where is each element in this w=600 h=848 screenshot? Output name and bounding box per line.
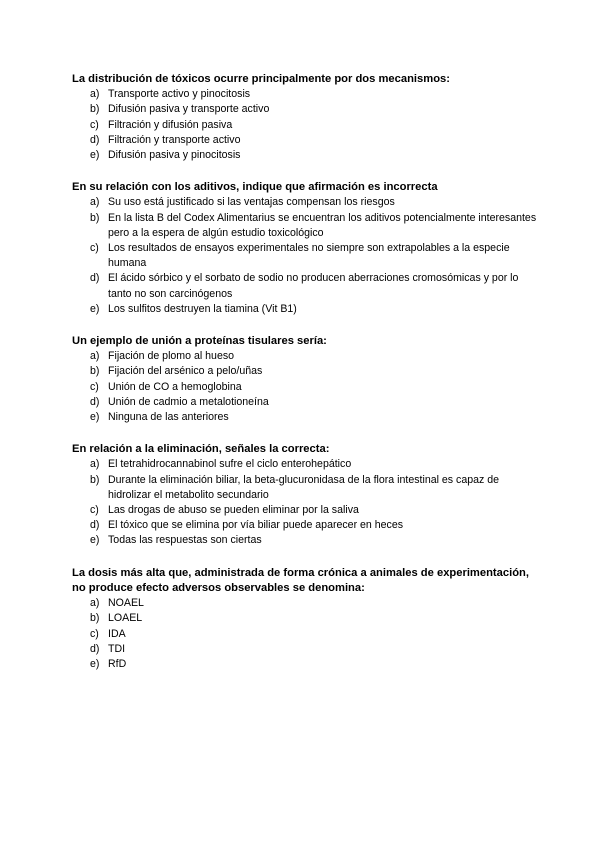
- answer-options: [72, 349, 542, 425]
- answer-option: [72, 211, 542, 241]
- option-text: Fijación de plomo al hueso: [108, 350, 235, 363]
- question-block: [72, 334, 542, 425]
- option-letter: d): [90, 395, 100, 408]
- option-text: Su uso está justificado si las ventajas compensan los riesgos: [108, 196, 395, 209]
- answer-option: [72, 457, 542, 472]
- option-text: RfD: [108, 657, 127, 670]
- option-letter: c): [90, 380, 99, 393]
- option-text: Ninguna de las anteriores: [108, 411, 229, 424]
- option-letter: d): [90, 519, 100, 532]
- option-text: Filtración y transporte activo: [108, 133, 241, 146]
- option-text: Filtración y difusión pasiva: [108, 118, 233, 131]
- answer-option: [72, 302, 542, 317]
- option-letter: b): [90, 612, 100, 625]
- option-letter: c): [90, 242, 99, 255]
- answer-option: [72, 518, 542, 533]
- answer-option: [72, 642, 542, 657]
- answer-option: [72, 241, 542, 271]
- option-text: NOAEL: [108, 597, 144, 610]
- option-letter: e): [90, 149, 100, 162]
- option-text: Difusión pasiva y transporte activo: [108, 103, 270, 116]
- question-list: [72, 72, 542, 689]
- question-block: [72, 442, 542, 548]
- option-letter: b): [90, 211, 100, 224]
- option-text: Las drogas de abuso se pueden eliminar por la saliva: [108, 504, 359, 517]
- option-text: Los sulfitos destruyen la tiamina (Vit B1): [108, 302, 297, 315]
- option-letter: e): [90, 302, 100, 315]
- question-block: [72, 566, 542, 672]
- answer-option: [72, 148, 542, 163]
- question-block: [72, 72, 542, 163]
- answer-option: [72, 87, 542, 102]
- option-text: En la lista B del Codex Alimentarius se encuentran los aditivos potencialmente interesantes pero a la espera de algún estudio toxicológico: [108, 211, 537, 239]
- answer-option: [72, 349, 542, 364]
- option-letter: e): [90, 411, 100, 424]
- answer-option: [72, 271, 542, 301]
- option-text: El tóxico que se elimina por vía biliar puede aparecer en heces: [108, 519, 404, 532]
- answer-option: [72, 410, 542, 425]
- answer-option: [72, 533, 542, 548]
- answer-option: [72, 611, 542, 626]
- option-letter: d): [90, 133, 100, 146]
- question-title: La distribución de tóxicos ocurre principalmente por dos mecanismos:: [72, 73, 450, 85]
- answer-option: [72, 395, 542, 410]
- option-text: Difusión pasiva y pinocitosis: [108, 149, 241, 162]
- answer-options: [72, 457, 542, 548]
- option-letter: a): [90, 350, 100, 363]
- option-text: IDA: [108, 627, 126, 640]
- option-text: Los resultados de ensayos experimentales no siempre son extrapolables a la especie humana: [108, 242, 510, 270]
- option-text: Unión de CO a hemoglobina: [108, 380, 242, 393]
- option-letter: b): [90, 365, 100, 378]
- option-text: El ácido sórbico y el sorbato de sodio no producen aberraciones cromosómicas y por lo tanto no son carcinógenos: [108, 272, 519, 300]
- answer-option: [72, 657, 542, 672]
- answer-option: [72, 102, 542, 117]
- option-letter: a): [90, 196, 100, 209]
- answer-option: [72, 627, 542, 642]
- option-letter: a): [90, 88, 100, 101]
- option-letter: a): [90, 597, 100, 610]
- answer-options: [72, 87, 542, 163]
- option-letter: c): [90, 504, 99, 517]
- option-letter: b): [90, 473, 100, 486]
- answer-option: [72, 195, 542, 210]
- option-text: Fijación del arsénico a pelo/uñas: [108, 365, 263, 378]
- option-text: TDI: [108, 642, 126, 655]
- answer-option: [72, 133, 542, 148]
- question-title: En su relación con los aditivos, indique que afirmación es incorrecta: [72, 181, 438, 194]
- answer-option: [72, 380, 542, 395]
- option-text: Transporte activo y pinocitosis: [108, 88, 251, 101]
- question-title: La dosis más alta que, administrada de forma crónica a animales de experimentación, no produce efecto adversos observables se denomina:: [72, 566, 529, 594]
- answer-options: [72, 195, 542, 317]
- option-letter: c): [90, 118, 99, 131]
- answer-option: [72, 118, 542, 133]
- option-letter: e): [90, 534, 100, 547]
- option-letter: a): [90, 458, 100, 471]
- answer-option: [72, 503, 542, 518]
- option-letter: b): [90, 103, 100, 116]
- option-text: El tetrahidrocannabinol sufre el ciclo enterohepático: [108, 458, 352, 471]
- answer-option: [72, 473, 542, 503]
- answer-option: [72, 364, 542, 379]
- option-letter: d): [90, 642, 100, 655]
- question-title: En relación a la eliminación, señales la correcta:: [72, 443, 330, 456]
- answer-options: [72, 596, 542, 672]
- answer-option: [72, 596, 542, 611]
- option-text: Unión de cadmio a metalotioneína: [108, 395, 269, 408]
- question-block: [72, 180, 542, 317]
- option-letter: c): [90, 627, 99, 640]
- option-text: Todas las respuestas son ciertas: [108, 534, 262, 547]
- option-letter: e): [90, 657, 100, 670]
- option-letter: d): [90, 272, 100, 285]
- question-title: Un ejemplo de unión a proteínas tisulares sería:: [72, 335, 327, 348]
- option-text: LOAEL: [108, 612, 143, 625]
- option-text: Durante la eliminación biliar, la beta-glucuronidasa de la flora intestinal es capaz de hidrolizar el metabolito secundario: [108, 473, 500, 501]
